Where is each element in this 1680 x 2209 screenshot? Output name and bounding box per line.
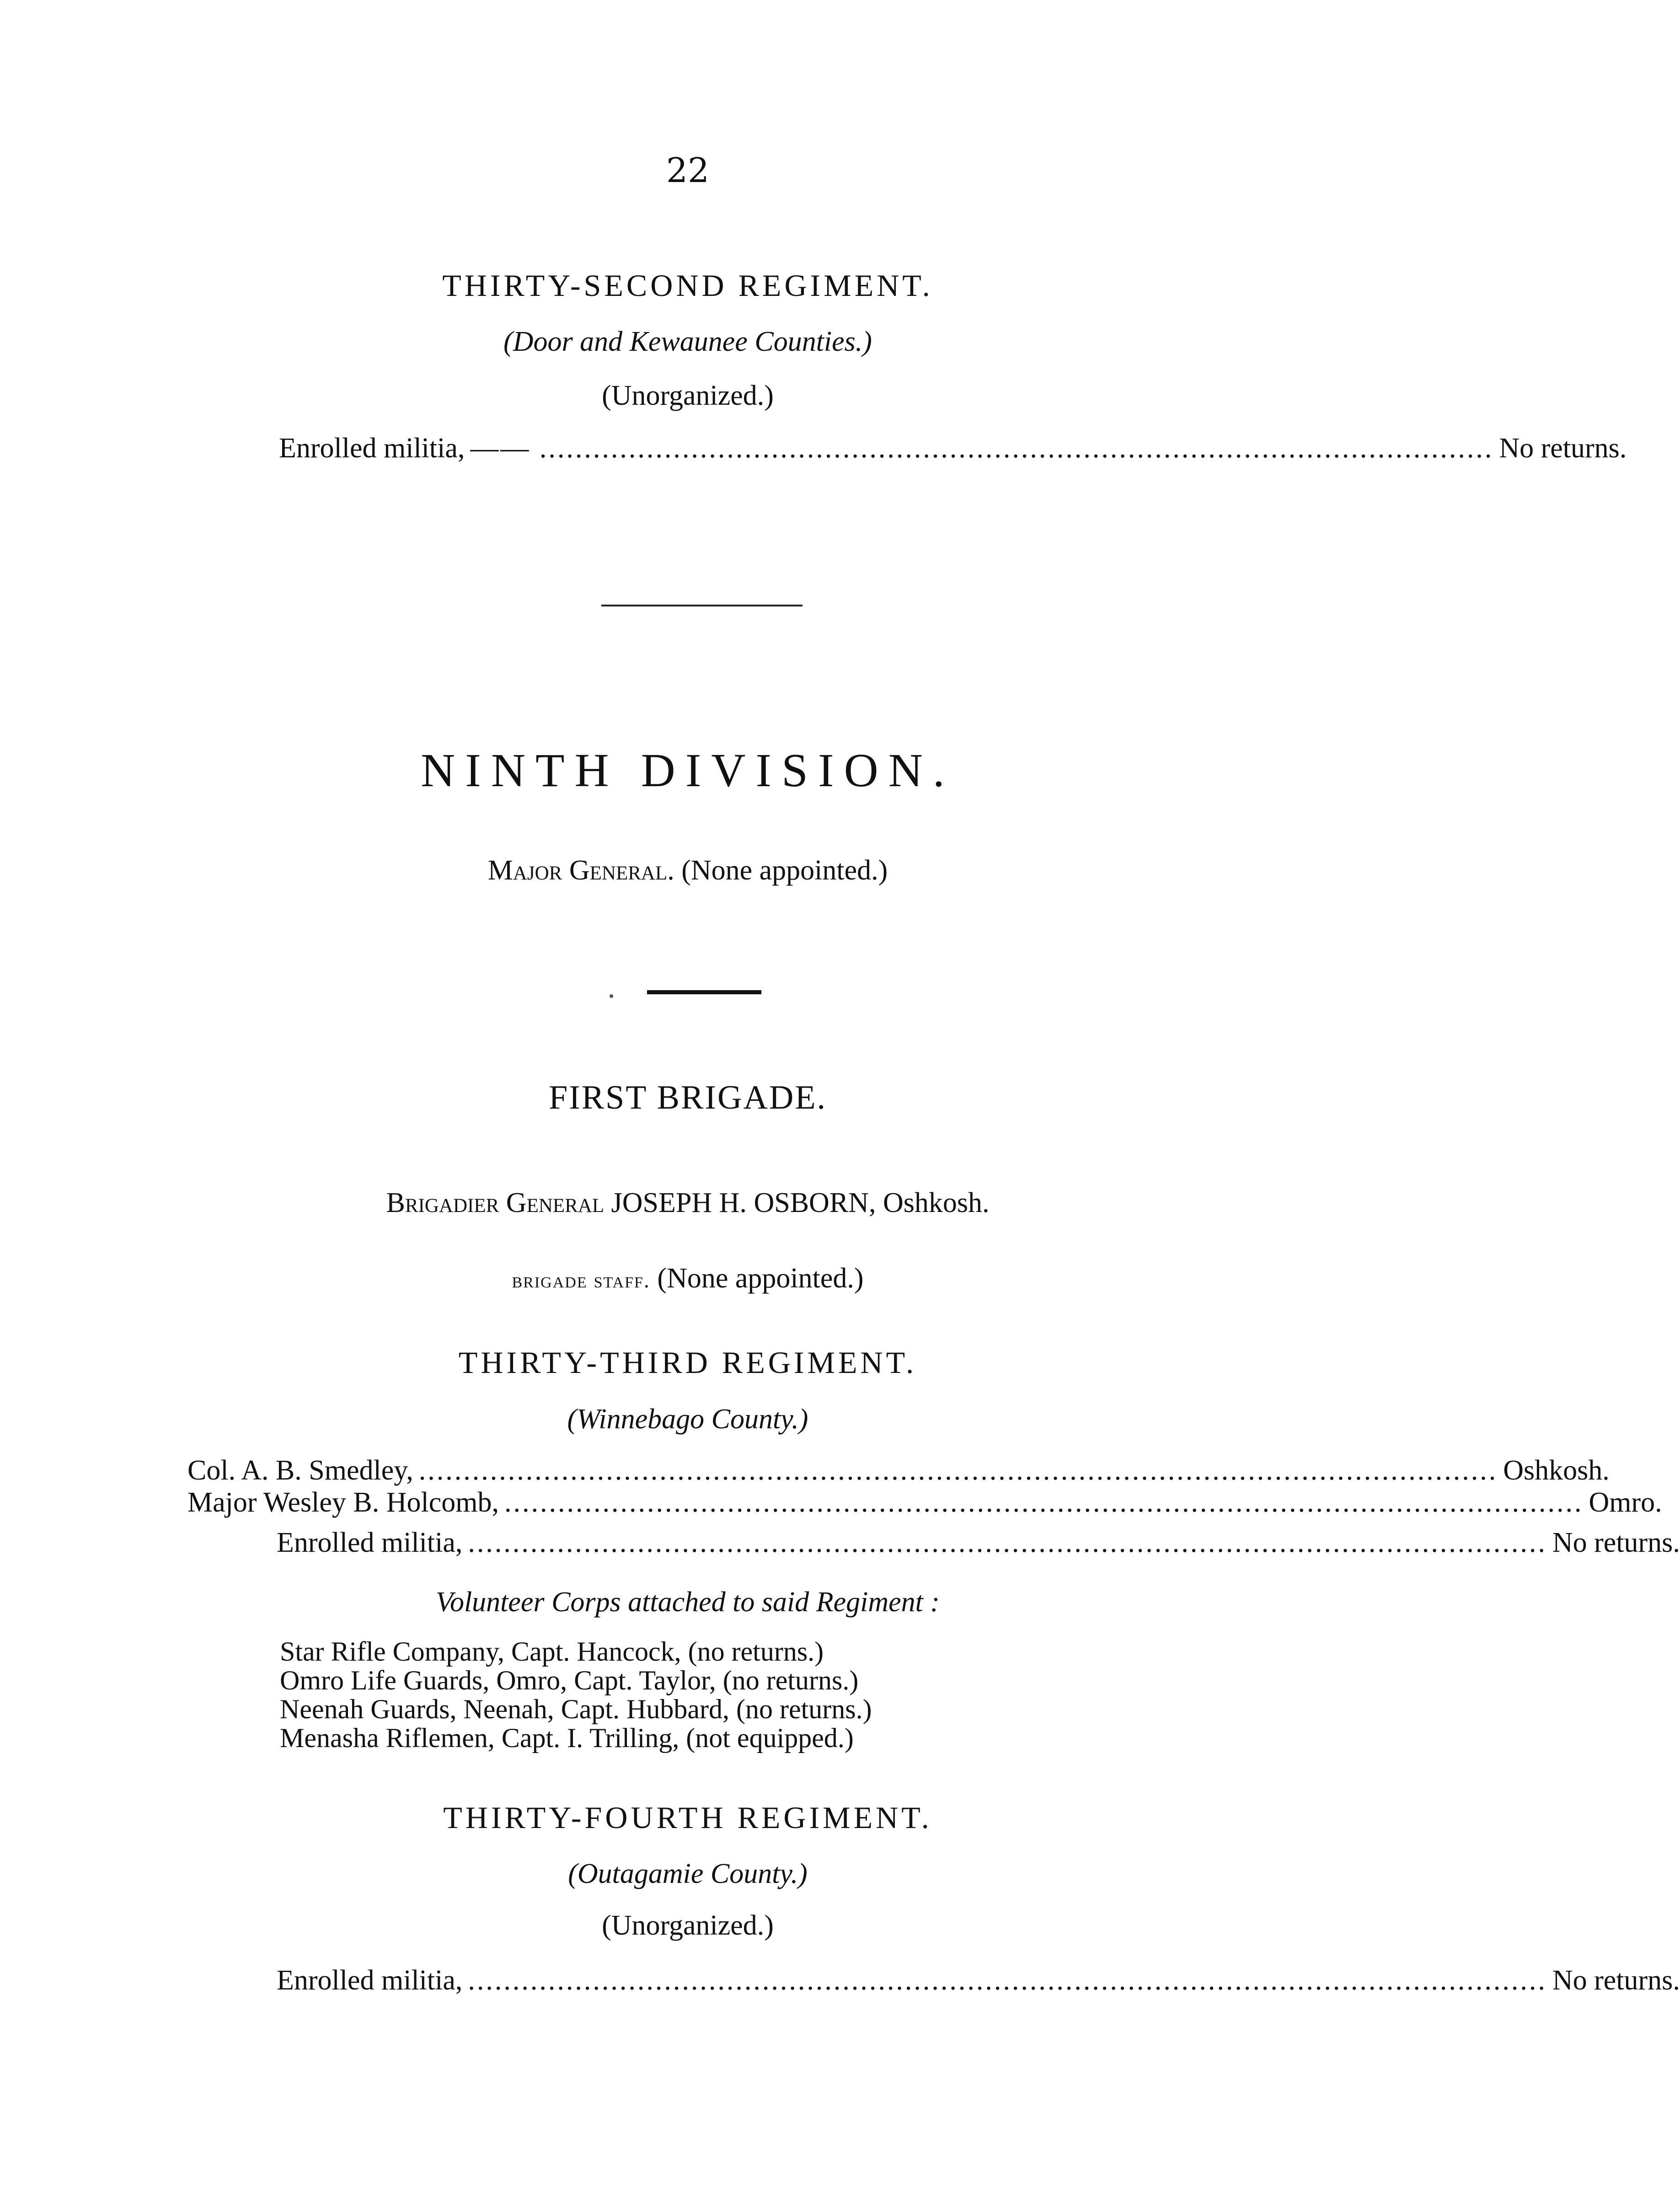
thirty-third-regiment-title: THIRTY-THIRD REGIMENT. bbox=[458, 1345, 917, 1380]
thirty-fourth-county: (Outagamie County.) bbox=[568, 1858, 808, 1889]
thirty-third-county: (Winnebago County.) bbox=[567, 1404, 808, 1435]
major-general-line bbox=[0, 854, 1375, 887]
officer-name: Col. A. B. Smedley, bbox=[187, 1455, 413, 1486]
brigade-staff-line bbox=[0, 1262, 1375, 1295]
officer-name: Major Wesley B. Holcomb, bbox=[187, 1487, 499, 1518]
thirty-fourth-status: (Unorganized.) bbox=[602, 1910, 774, 1941]
leader-dots: ......................................................................................................................... bbox=[418, 1455, 1498, 1486]
section-divider-thick bbox=[647, 990, 761, 994]
enrolled-value: No returns. bbox=[1552, 1965, 1680, 1996]
first-brigade-title: FIRST BRIGADE. bbox=[548, 1079, 827, 1116]
list-item: Neenah Guards, Neenah, Capt. Hubbard, (no returns.) bbox=[280, 1694, 872, 1724]
brigadier-general-label: Brigadier General bbox=[386, 1187, 605, 1218]
major-general-value: (None appointed.) bbox=[681, 855, 888, 886]
leader-dots: ......................................................................................................................... bbox=[468, 1527, 1547, 1558]
brigade-staff-label: brigade staff. bbox=[512, 1268, 650, 1292]
ink-speck bbox=[610, 994, 613, 998]
enrolled-value: No returns. bbox=[1552, 1527, 1680, 1558]
list-item: Star Rifle Company, Capt. Hancock, (no returns.) bbox=[280, 1636, 824, 1667]
enrolled-label: Enrolled militia, bbox=[277, 1527, 463, 1558]
thirty-second-counties: (Door and Kewaunee Counties.) bbox=[503, 326, 872, 357]
enrolled-value: No returns. bbox=[1499, 433, 1627, 464]
leader-dots: ......................................................................................................................... bbox=[468, 1965, 1547, 1996]
major-general-label: Major General. bbox=[487, 855, 674, 886]
brigade-staff-value: (None appointed.) bbox=[657, 1263, 864, 1294]
thirty-fourth-enrolled-row bbox=[277, 1964, 1680, 1997]
thirty-second-enrolled-row bbox=[279, 432, 1627, 465]
thirty-third-enrolled-row bbox=[277, 1527, 1680, 1559]
officer-row bbox=[187, 1454, 1610, 1487]
volunteer-corps-list bbox=[280, 1637, 872, 1753]
volunteer-corps-heading: Volunteer Corps attached to said Regiment : bbox=[435, 1587, 940, 1618]
enrolled-label: Enrolled militia, bbox=[277, 1965, 463, 1996]
officer-place: Oshkosh. bbox=[1503, 1455, 1610, 1486]
brigadier-general-value: JOSEPH H. OSBORN, Oshkosh. bbox=[611, 1187, 990, 1218]
list-item: Menasha Riflemen, Capt. I. Trilling, (not equipped.) bbox=[280, 1723, 854, 1753]
thirty-second-status: (Unorganized.) bbox=[602, 380, 774, 411]
thirty-fourth-regiment-title: THIRTY-FOURTH REGIMENT. bbox=[443, 1800, 932, 1835]
section-divider bbox=[601, 605, 803, 606]
brigadier-general-line bbox=[0, 1187, 1375, 1219]
enrolled-label: Enrolled militia, bbox=[279, 433, 465, 464]
officer-row bbox=[187, 1486, 1662, 1519]
leader-dots: —— ........................................................................................................... bbox=[470, 433, 1494, 464]
page-number: 22 bbox=[666, 151, 710, 190]
leader-dots: ......................................................................................................................... bbox=[504, 1487, 1584, 1518]
officer-place: Omro. bbox=[1589, 1487, 1662, 1518]
thirty-second-regiment-title: THIRTY-SECOND REGIMENT. bbox=[442, 268, 933, 303]
list-item: Omro Life Guards, Omro, Capt. Taylor, (no returns.) bbox=[280, 1665, 859, 1695]
ninth-division-title: NINTH DIVISION. bbox=[421, 744, 955, 797]
